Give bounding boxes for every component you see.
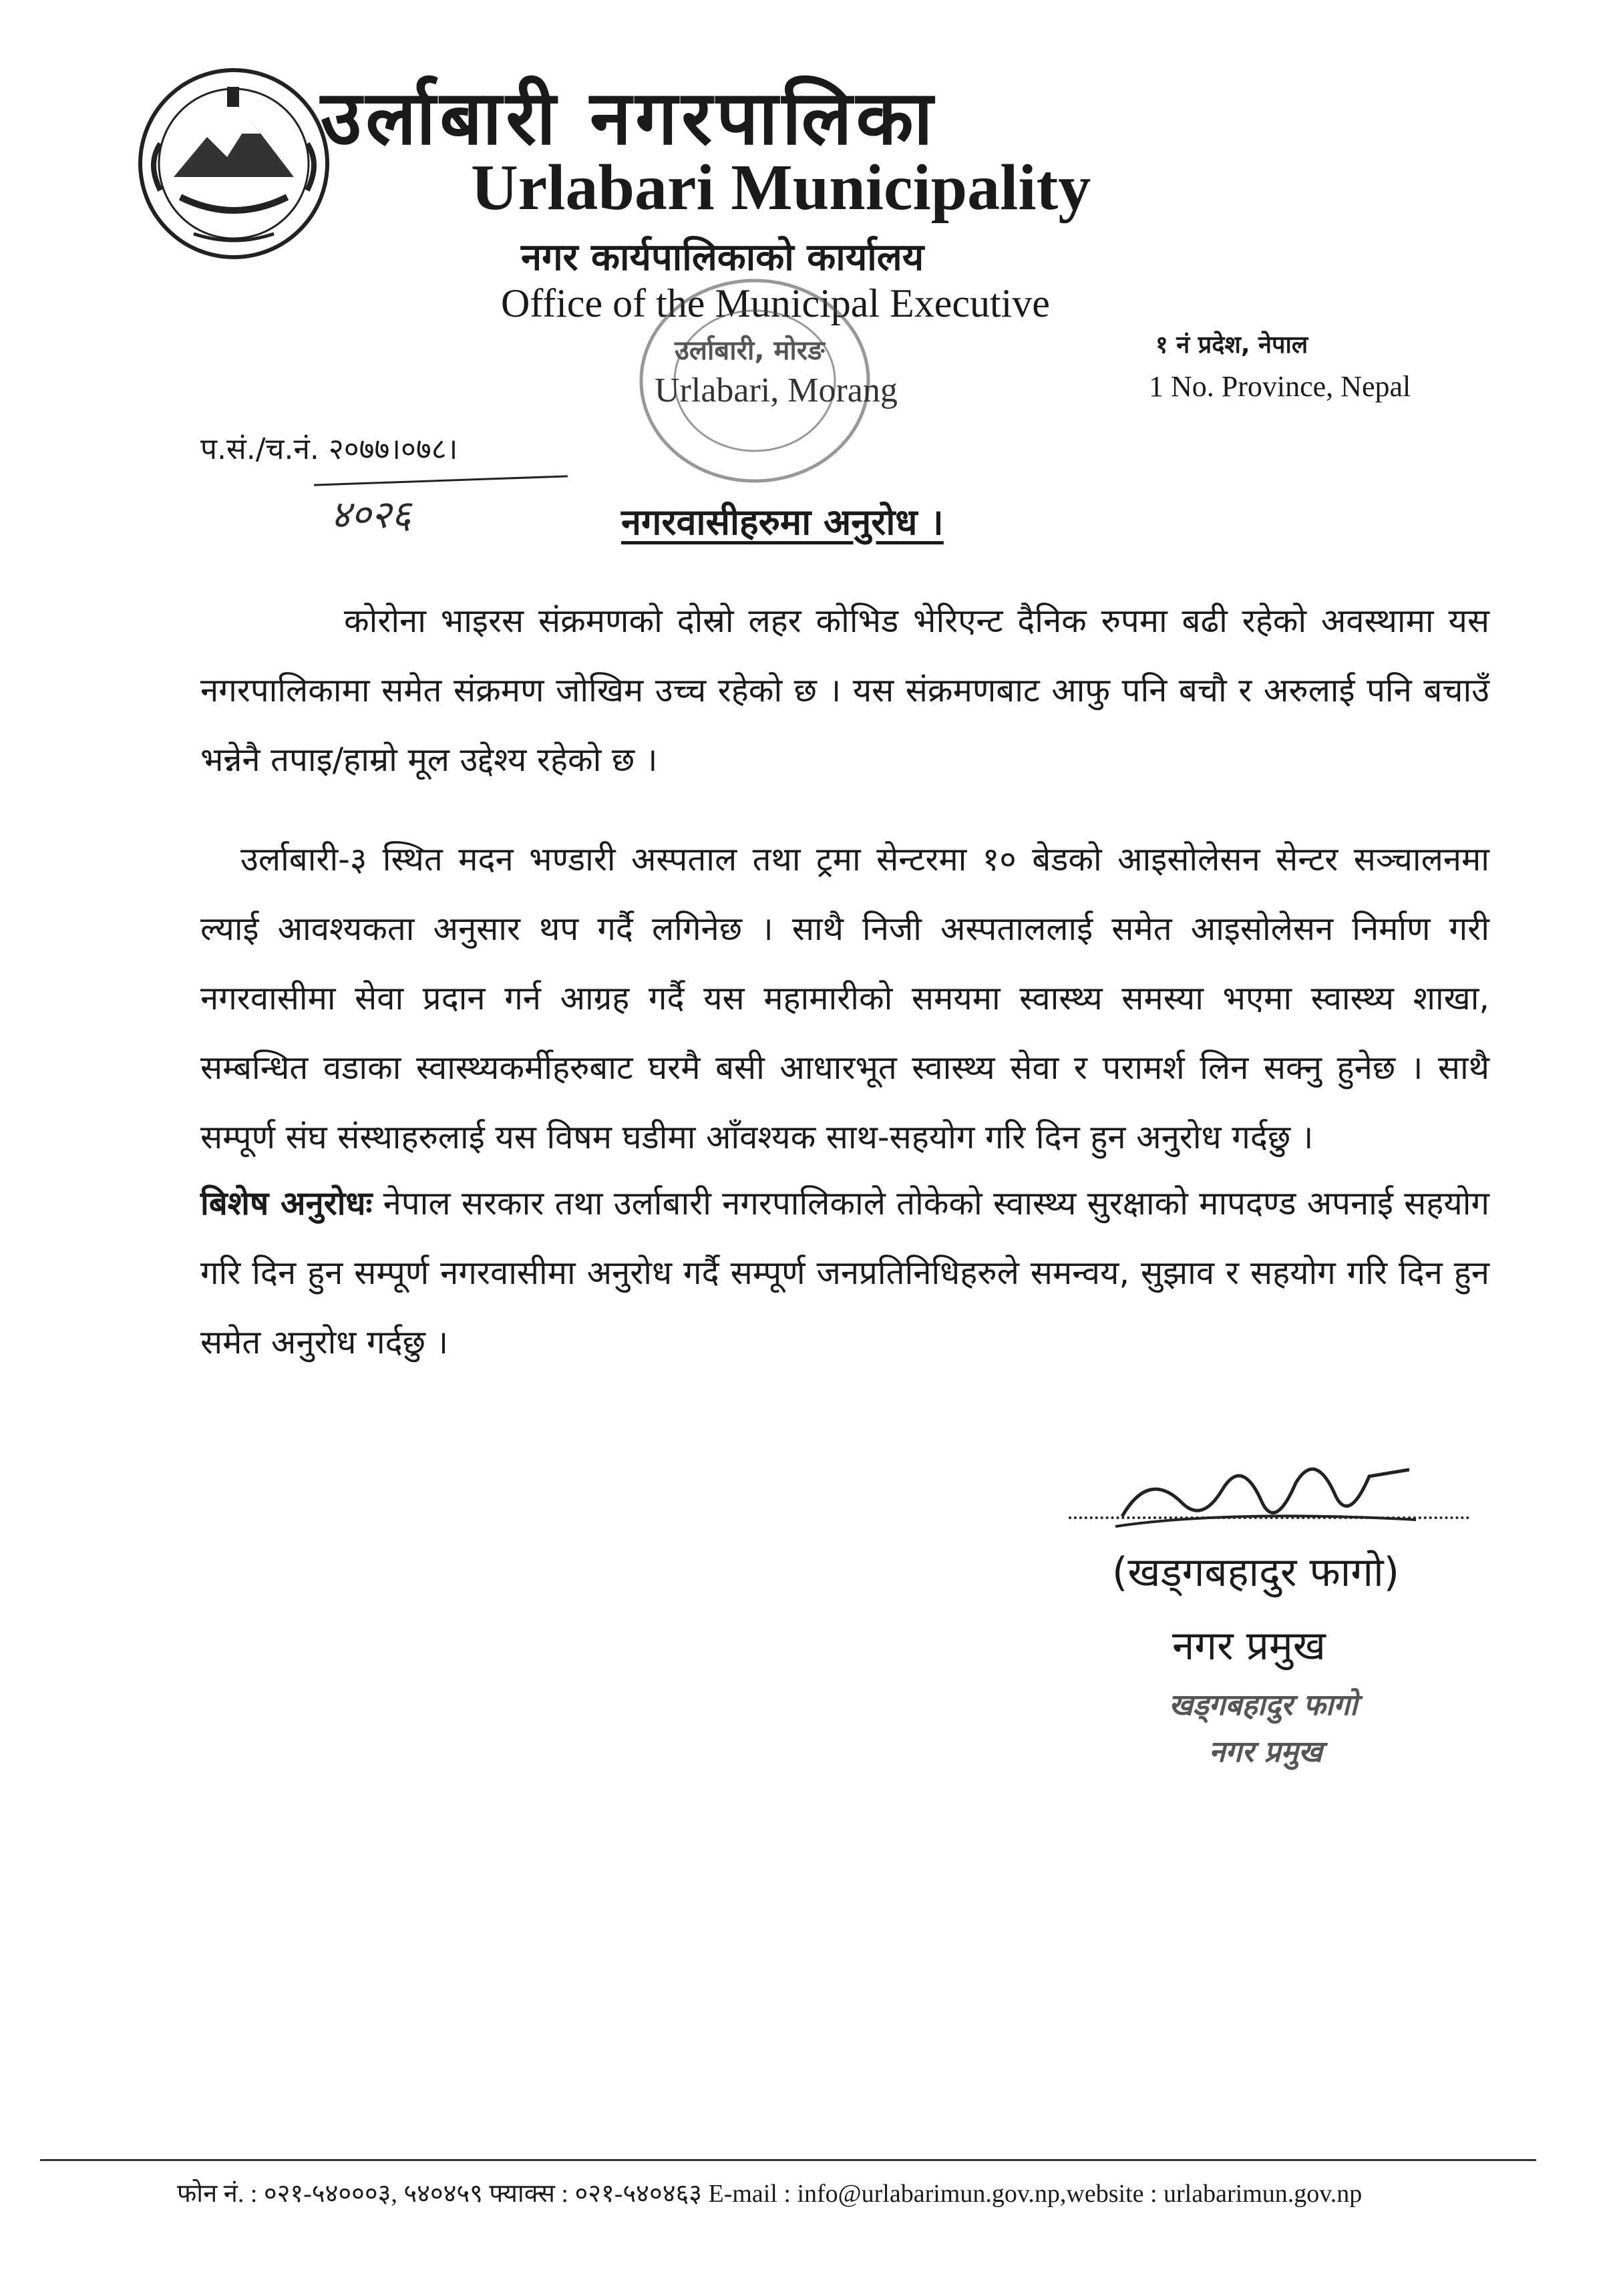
handwritten-dispatch-number: ४०२६ (331, 492, 411, 537)
signer-stamp-name: खड्गबहादुर फागो (1169, 1688, 1358, 1722)
reference-number: प.सं./च.नं. २०७७।०७८। (200, 432, 458, 466)
province-nepali: १ नं प्रदेश, नेपाल (1155, 331, 1308, 359)
municipality-title-nepali: उर्लाबारी नगरपालिका (321, 75, 937, 162)
address-nepali: उर्लाबारी, मोरङ (675, 335, 825, 366)
signer-stamp-title: नगर प्रमुख (1209, 1735, 1322, 1769)
province-english: 1 No. Province, Nepal (1149, 370, 1411, 403)
signature-dotted-line (1069, 1516, 1469, 1519)
address-english: Urlabari, Morang (655, 371, 898, 409)
special-request-text: नेपाल सरकार तथा उर्लाबारी नगरपालिकाले तोकेको स्वास्थ्य सुरक्षाको मापदण्ड अपनाई सहयोग गरि दिन हुन सम्पूर्ण नगरवासीमा अनुरोध गर्दै सम्पूर्ण जनप्रतिनिधिहरुले समन्वय, सुझाव र सहयोग गरि दिन हुन समेत अनुरोध गर्दछु । (200, 1184, 1489, 1361)
letter-subject: नगरवासीहरुमा अनुरोध । (621, 501, 944, 543)
nepal-emblem-logo (134, 63, 334, 264)
office-title-nepali: नगर कार्यपालिकाको कार्यालय (521, 236, 924, 279)
footer-divider (40, 2159, 1536, 2161)
signer-name: (खड्गबहादुर फागो) (1112, 1549, 1400, 1596)
reference-underline (314, 475, 568, 486)
footer-contact-info: फोन नं. : ०२१-५४०००३, ५४०४५९ फ्याक्स : ०२१-५४०४६३ E-mail : info@urlabarimun.gov.np,website : urlabarimun.gov.np (177, 2180, 1363, 2208)
signer-title: नगर प्रमुख (1172, 1623, 1326, 1669)
body-paragraph-3 (200, 1169, 1489, 1377)
body-paragraph-2: उर्लाबारी-३ स्थित मदन भण्डारी अस्पताल तथा ट्रमा सेन्टरमा १० बेडको आइसोलेसन सेन्टर सञ्चालनमा ल्याई आवश्यकता अनुसार थप गर्दै लगिनेछ । साथै निजी अस्पताललाई समेत आइसोलेसन निर्माण गरी नगरवासीमा सेवा प्रदान गर्न आग्रह गर्दै यस महामारीको समयमा स्वास्थ्य समस्या भएमा स्वास्थ्य शाखा, सम्बन्धित वडाका स्वास्थ्यकर्मीहरुबाट घरमै बसी आधारभूत स्वास्थ्य सेवा र परामर्श लिन सक्नु हुनेछ । साथै सम्पूर्ण संघ संस्थाहरुलाई यस विषम घडीमा आँवश्यक साथ-सहयोग गरि दिन हुन अनुरोध गर्दछु । (200, 840, 1489, 1156)
special-request-label: बिशेष अनुरोधः (200, 1184, 373, 1222)
municipality-title-english: Urlabari Municipality (471, 152, 1091, 224)
handwritten-signature (1095, 1443, 1443, 1536)
office-title-english: Office of the Municipal Executive (501, 281, 1050, 325)
body-paragraph-1: कोरोना भाइरस संक्रमणको दोस्रो लहर कोभिड भेरिएन्ट दैनिक रुपमा बढी रहेको अवस्थामा यस नगरपालिकामा समेत संक्रमण जोखिम उच्च रहेको छ । यस संक्रमणबाट आफु पनि बचौ र अरुलाई पनि बचाउँ भन्नेनै तपाइ/हाम्रो मूल उद्देश्य रहेको छ । (200, 602, 1489, 779)
